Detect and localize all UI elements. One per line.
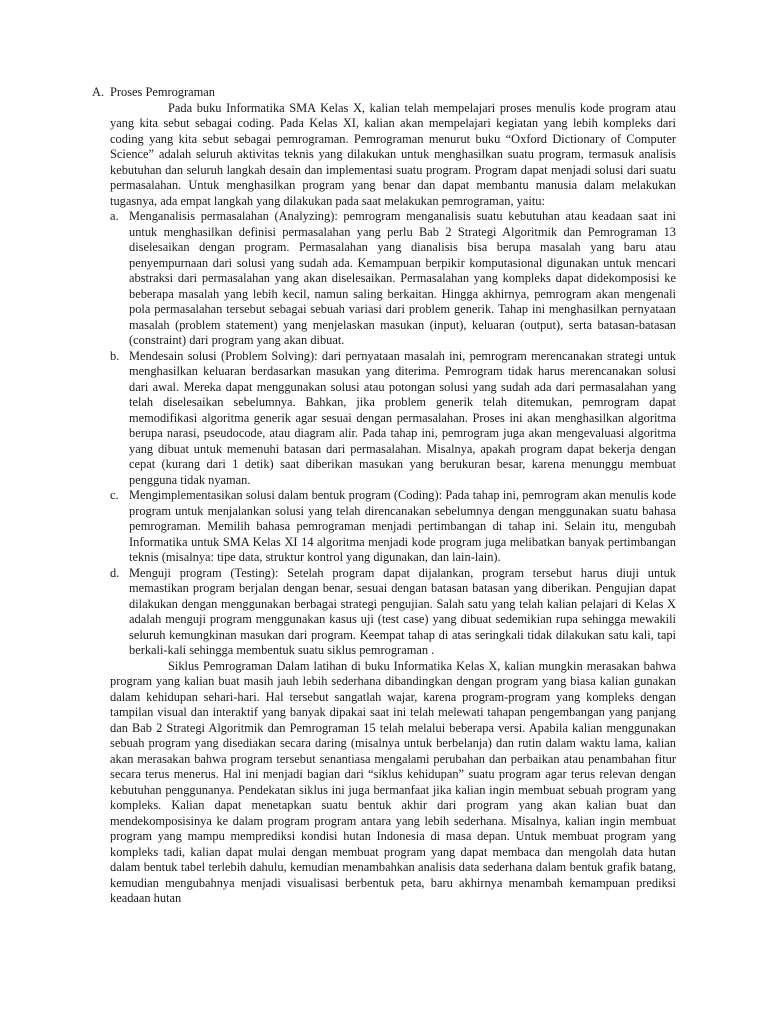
section-heading (92, 85, 676, 101)
list-marker: c. (110, 488, 119, 502)
section-title: Proses Pemrograman (110, 85, 215, 99)
closing-paragraph: Siklus Pemrograman Dalam latihan di buku Informatika Kelas X, kalian mungkin merasakan bahwa program yang kalian buat masih jauh lebih sederhana dibandingkan dengan program yang biasa kalian gunakan dalam kehidupan sehari-hari. Hal tersebut sangatlah wajar, karena program-program yang kompleks dengan tampilan visual dan interaktif yang banyak dipakai saat ini telah melewati tahapan pengembangan yang panjang dan Bab 2 Strategi Algoritmik dan Pemrograman 15 telah melalui beberapa versi. Apabila kalian menggunakan sebuah program yang disediakan secara daring (misalnya untuk berbelanja) dan rutin dalam waktu lama, kalian akan merasakan bahwa program tersebut senantiasa mengalami perubahan dan perbaikan atau penambahan fitur secara terus menerus. Hal ini menjadi bagian dari “siklus kehidupan” suatu program agar terus relevan dengan kebutuhan penggunanya. Pendekatan siklus ini juga bermanfaat jika kalian ingin membuat sebuah program yang kompleks. Kalian dapat menetapkan suatu bentuk akhir dari program yang akan kalian buat dan mendekomposisinya ke dalam program program antara yang lebih sederhana. Misalnya, kalian ingin membuat program yang mampu memprediksi kondisi hutan Indonesia di masa depan. Untuk membuat program yang kompleks tadi, kalian dapat mulai dengan membuat program yang dapat membaca dan mengolah data hutan dalam bentuk tabel terlebih dahulu, kemudian menambahkan analisis data sederhana dalam bentuk grafik batang, kemudian mengubahnya menjadi visualisasi berbentuk peta, baru akhirnya menambah kemampuan prediksi keadaan hutan (110, 658, 676, 905)
list-item-text: Mendesain solusi (Problem Solving): dari pernyataan masalah ini, pemrogram merencanakan strategi untuk menghasilkan keluaran berdasarkan masukan yang diterima. Pemrogram tidak harus merencanakan solusi dari awal. Mereka dapat menggunakan solusi atau potongan solusi yang sudah ada dari permasalahan yang telah diselesaikan sebelumnya. Bahkan, jika problem generik telah ditemukan, pemrogram dapat memodifikasi algoritma generik agar sesuai dengan permasalahan. Proses ini akan menghasilkan algoritma berupa narasi, pseudocode, atau diagram alir. Pada tahap ini, pemrogram juga akan mengevaluasi algoritma yang dibuat untuk memenuhi batasan dari permasalahan. Misalnya, apakah program dapat bekerja dengan cepat (kurang dari 1 detik) saat diberikan masukan yang berukuran besar, karena menunggu membuat pengguna tidak nyaman. (129, 348, 676, 487)
list-item-text: Mengimplementasikan solusi dalam bentuk program (Coding): Pada tahap ini, pemrogram akan menulis kode program untuk menjalankan solusi yang telah direncanakan sebelumnya dengan menggunakan suatu bahasa pemrograman. Memilih bahasa pemrograman menjadi pertimbangan di tahap ini. Selain itu, mengubah Informatika untuk SMA Kelas XI 14 algoritma menjadi kode program juga melibatkan banyak pertimbangan teknis (misalnya: tipe data, struktur kontrol yang digunakan, dan lain-lain). (129, 488, 676, 564)
steps-list (92, 209, 676, 659)
list-item-text: Menganalisis permasalahan (Analyzing): pemrogram menganalisis suatu kebutuhan atau keadaan saat ini untuk menghasilkan definisi permasalahan yang perlu Bab 2 Strategi Algoritmik dan Pemrograman 13 diselesaikan dengan program. Permasalahan yang dianalisis bisa berupa masalah yang baru atau penyempurnaan dari solusi yang sudah ada. Kemampuan berpikir komputasional digunakan untuk mencari abstraksi dari permasalahan yang akan diselesaikan. Permasalahan yang kompleks dapat didekomposisi ke beberapa masalah yang lebih kecil, namun saling berkaitan. Hingga akhirnya, pemrogram akan mengenali pola permasalahan tersebut sebagai sebuah variasi dari problem generik. Tahap ini menghasilkan pernyataan masalah (problem statement) yang menjelaskan masukan (input), keluaran (output), serta batasan-batasan (constraint) dari program yang akan dibuat. (129, 209, 676, 347)
list-item (110, 566, 676, 659)
list-marker: d. (110, 565, 120, 580)
intro-paragraph: Pada buku Informatika SMA Kelas X, kalian telah mempelajari proses menulis kode program atau yang kita sebut sebagai coding. Pada Kelas XI, kalian akan mempelajari kegiatan yang lebih kompleks dari coding yang kita sebut sebagai pemrograman. Pemrograman menurut buku “Oxford Dictionary of Computer Science” adalah seluruh aktivitas teknis yang dilakukan untuk menghasilkan suatu program, termasuk analisis kebutuhan dan seluruh langkah desain dan implementasi suatu program. Program dapat menjadi solusi dari suatu permasalahan. Untuk menghasilkan program yang benar dan dapat membantu manusia dalam melakukan tugasnya, ada empat langkah yang dilakukan pada saat melakukan pemrograman, yaitu: (110, 100, 676, 208)
section-number: A. (92, 85, 105, 99)
list-marker: a. (110, 209, 119, 223)
list-item (110, 488, 676, 566)
list-item (110, 209, 676, 349)
list-item (110, 349, 676, 489)
list-marker: b. (110, 348, 120, 363)
section-proses-pemrograman (92, 85, 676, 907)
list-item-text: Menguji program (Testing): Setelah program dapat dijalankan, program tersebut harus diuji untuk memastikan program berjalan dengan benar, sesuai dengan batasan batasan yang diberikan. Pengujian dapat dilakukan dengan menggunakan berbagai strategi pengujian. Salah satu yang telah kalian pelajari di Kelas X adalah menguji program menggunakan kasus uji (test case) yang dibuat sedemikian rupa sehingga mewakili seluruh kemungkinan masukan dari program. Keempat tahap di atas seringkali tidak dilakukan satu kali, tapi berkali-kali sehingga membentuk suatu siklus pemrograman . (129, 565, 676, 657)
